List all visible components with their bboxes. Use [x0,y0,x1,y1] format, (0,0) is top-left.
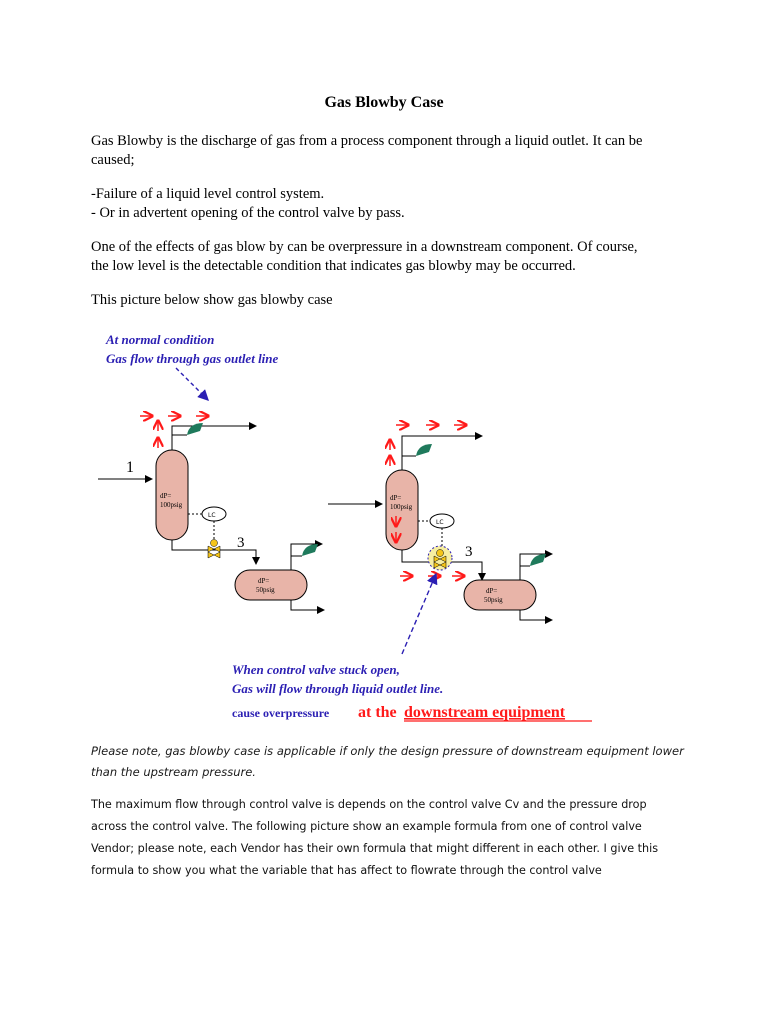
downstream-vessel-dp: dP= [258,577,270,585]
upstream-vessel-pressure: 100psig [160,501,183,509]
downstream-vessel-stuck [464,580,536,610]
intro-line-1: Gas Blowby is the discharge of gas from a process component through a liquid outlet. It can be [91,133,643,149]
effects-paragraph [91,238,681,276]
stuck-annotation-line-3b: at the [358,704,397,721]
stuck-annotation-line-2: Gas will flow through liquid outlet line. [232,681,444,696]
page-title: Gas Blowby Case [324,94,444,111]
stuck-annotation-line-3c: downstream equipment [404,704,566,721]
stream-label-3-left: 3 [237,535,245,551]
flow-line-3: Vendor; please note, each Vendor has their own formula that might different in each other. I give this [91,842,659,855]
pressure-valve-icon-right [416,444,432,456]
flow-line-4: formula to show you what the variable that has affect to flowrate through the control valve [91,864,602,877]
downstream-valve-icon [302,544,318,556]
stream-label-1: 1 [126,459,134,476]
normal-annotation-line-1: At normal condition [106,332,215,347]
control-valve-icon [208,546,220,558]
stuck-annotation-line-3a: cause overpressure [232,706,330,720]
downstream-vessel [235,570,307,600]
normal-annotation-pointer [176,368,208,400]
stuck-annotation-pointer [402,574,436,654]
right-system [328,425,552,620]
cause-item-2: - Or in advertent opening of the control valve by pass. [91,205,405,221]
normal-annotation-line-2: Gas flow through gas outlet line [106,351,279,366]
note-line-1: Please note, gas blowby case is applicable if only the design pressure of downstream equipment lower [91,744,684,758]
gas-blowby-diagram [90,318,650,730]
effects-line-1: One of the effects of gas blow by can be overpressure in a downstream component. Of course, [91,239,638,255]
level-controller-right-label: LC [436,519,444,526]
cause-item-1: -Failure of a liquid level control system. [91,186,325,202]
gas-flow-arrows [140,416,208,448]
upstream-vessel-dp: dP= [160,492,172,500]
intro-paragraph [91,132,681,170]
upstream-vessel-stuck-pressure: 100psig [390,503,413,511]
downstream-valve-icon-right [530,554,546,566]
stream-label-3-right: 3 [465,544,473,560]
downstream-vessel-stuck-dp: dP= [486,587,498,595]
stuck-annotation-line-1: When control valve stuck open, [232,662,400,677]
causes-list [91,185,681,223]
max-flow-paragraph [91,794,691,882]
pressure-valve-icon [187,423,203,435]
intro-line-2: caused; [91,152,135,168]
level-controller-label: LC [208,512,216,519]
design-pressure-note [91,741,691,783]
flow-line-2: across the control valve. The following picture show an example formula from one of control valve [91,820,642,833]
left-system [98,416,324,610]
downstream-vessel-stuck-pressure: 50psig [484,596,503,604]
control-valve-actuator [211,540,218,547]
downstream-vessel-pressure: 50psig [256,586,275,594]
picture-intro: This picture below show gas blowby case [91,292,333,308]
flow-line-1: The maximum flow through control valve is depends on the control valve Cv and the pressure drop [91,798,647,811]
effects-line-2: the low level is the detectable condition that indicates gas blowby may be occurred. [91,258,576,274]
note-line-2: than the upstream pressure. [91,765,256,779]
upstream-vessel-stuck-dp: dP= [390,494,402,502]
